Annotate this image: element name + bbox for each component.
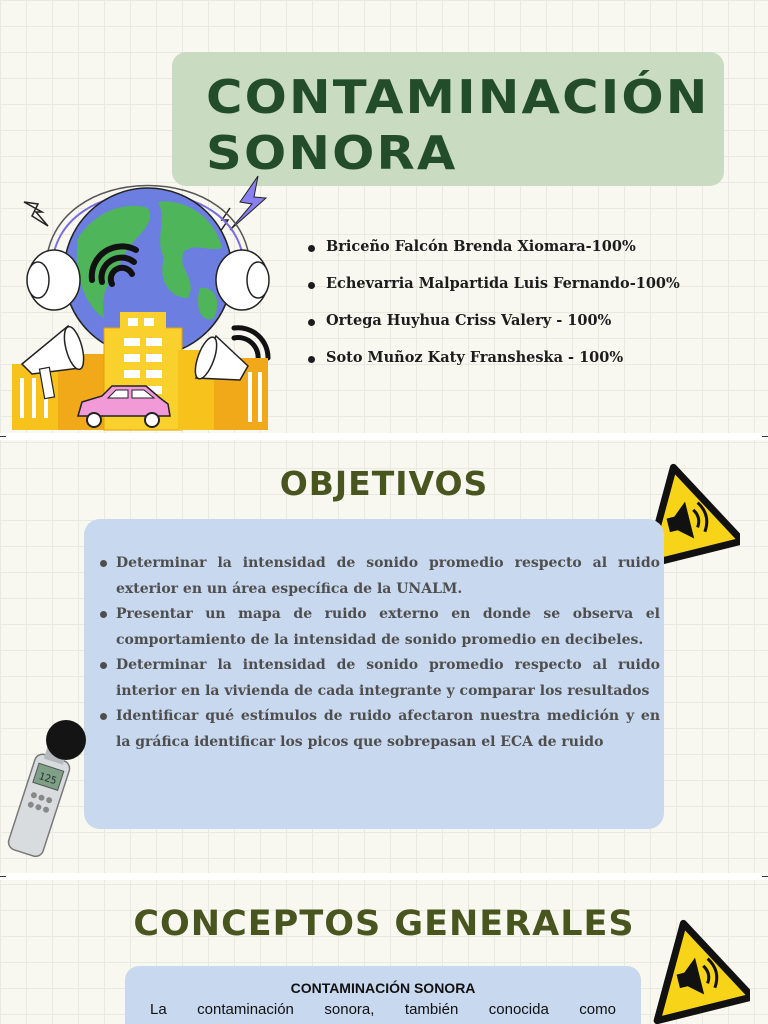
concept-heading: CONTAMINACIÓN SONORA (290, 980, 476, 996)
concepts-title: CONCEPTOS GENERALES (133, 904, 635, 944)
title-line-1: CONTAMINACIÓN (206, 70, 710, 124)
crop-mark (0, 436, 6, 437)
slide-separator (0, 433, 768, 440)
cover-slide (0, 0, 768, 433)
objective-item: Determinar la intensidad de sonido promedio respecto al ruido exterior en un área específica de la UNALM. (100, 551, 660, 602)
objective-item: Identificar qué estímulos de ruido afectaron nuestra medición y en la gráfica identificar los picos que sobrepasan el ECA de ruido (100, 704, 660, 755)
objective-item: Determinar la intensidad de sonido promedio respecto al ruido interior en la vivienda de cada integrante y comparar los resultados (100, 653, 660, 704)
member-item: Ortega Huyhua Criss Valery - 100% (308, 312, 680, 349)
concepts-slide (0, 880, 768, 1024)
title-box (172, 52, 724, 186)
slide-separator (0, 873, 768, 880)
member-item: Echevarria Malpartida Luis Fernando-100% (308, 275, 680, 312)
objective-item: Presentar un mapa de ruido externo en donde se observa el comportamiento de la intensidad de sonido promedio en decibeles. (100, 602, 660, 653)
objectives-list (100, 551, 660, 755)
member-item: Soto Muñoz Katy Fransheska - 100% (308, 349, 680, 386)
crop-mark (0, 876, 6, 877)
crop-mark (762, 436, 768, 437)
members-list (308, 238, 680, 386)
crop-mark (762, 876, 768, 877)
noise-pollution-illustration (8, 168, 298, 433)
concept-text: La contaminación sonora, también conocida como (150, 1001, 616, 1018)
member-item: Briceño Falcón Brenda Xiomara-100% (308, 238, 680, 275)
sound-level-meter-icon (0, 716, 100, 866)
title-line-2: SONORA (206, 126, 458, 180)
lightning-left-icon (24, 202, 48, 226)
objectives-slide (0, 440, 768, 873)
objectives-title: OBJETIVOS (279, 464, 489, 503)
meter-reading: 125 (37, 771, 58, 788)
megaphone-right-icon (191, 335, 248, 382)
warning-sign-bottom-icon (640, 916, 750, 1024)
